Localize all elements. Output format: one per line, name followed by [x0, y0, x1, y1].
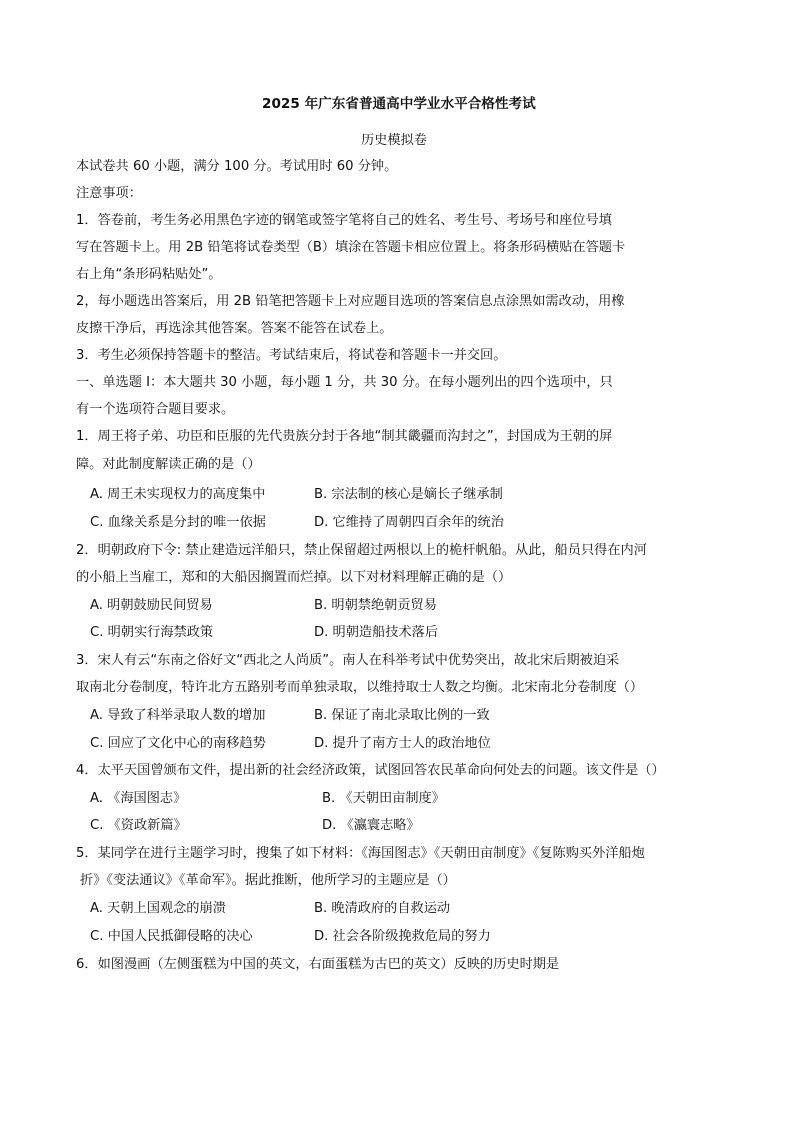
question-2-stem-line-2: 的小船上当雇工，郑和的大船因搁置而烂掉。以下对材料理解正确的是（）	[76, 570, 512, 585]
question-3-option-d[interactable]: D. 提升了南方士人的政治地位	[314, 736, 491, 751]
question-5-option-a[interactable]: A. 天朝上国观念的崩溃	[90, 901, 226, 916]
section-heading-line-1: 一、单选题 I：本大题共 30 小题，每小题 1 分，共 30 分。在每小题列出的四个选项中，只	[76, 375, 613, 390]
notice-1-line-1: 1．答卷前，考生务必用黑色字迹的钢笔或签字笔将自己的姓名、考生号、考场号和座位号填	[76, 213, 612, 228]
question-1-option-c[interactable]: C. 血缘关系是分封的唯一依据	[90, 515, 266, 530]
question-4-option-a[interactable]: A. 《海国图志》	[90, 791, 187, 806]
question-5-stem-line-1: 5．某同学在进行主题学习时，搜集了如下材料：《海国图志》《天朝田亩制度》《复陈购买外洋船炮	[76, 846, 645, 861]
question-2-option-c[interactable]: C. 明朝实行海禁政策	[90, 625, 214, 640]
question-4-stem-line-1: 4．太平天国曾颁布文件，提出新的社会经济政策，试图回答农民革命向何处去的问题。该文件是（）	[76, 763, 665, 778]
question-2-option-d[interactable]: D. 明朝造船技术落后	[314, 625, 439, 640]
question-4-option-d[interactable]: D. 《瀛寰志略》	[322, 818, 420, 833]
question-5-option-d[interactable]: D. 社会各阶级挽救危局的努力	[314, 929, 491, 944]
question-1-option-d[interactable]: D. 它维持了周朝四百余年的统治	[314, 515, 504, 530]
exam-info: 本试卷共 60 小题，满分 100 分。考试用时 60 分钟。	[76, 159, 398, 174]
notice-1-line-2: 写在答题卡上。用 2B 铅笔将试卷类型（B）填涂在答题卡相应位置上。将条形码横贴在答题卡	[76, 240, 626, 255]
question-5-option-c[interactable]: C. 中国人民抵御侵略的决心	[90, 929, 253, 944]
question-6-stem-line-1: 6．如图漫画（左侧蛋糕为中国的英文，右面蛋糕为古巴的英文）反映的历史时期是	[76, 957, 560, 972]
question-3-option-c[interactable]: C. 回应了文化中心的南移趋势	[90, 736, 266, 751]
question-1-stem-line-2: 障。对此制度解读正确的是（）	[76, 457, 261, 472]
question-2-option-b[interactable]: B. 明朝禁绝朝贡贸易	[314, 598, 437, 613]
question-1-stem-line-1: 1．周王将子弟、功臣和臣服的先代贵族分封于各地“制其畿疆而沟封之”，封国成为王朝的屏	[76, 429, 613, 444]
question-5-option-b[interactable]: B. 晚清政府的自救运动	[314, 901, 451, 916]
question-3-stem-line-2: 取南北分卷制度，特许北方五路别考而单独录取，以维持取士人数之均衡。北宋南北分卷制度（）	[76, 680, 644, 695]
question-3-option-b[interactable]: B. 保证了南北录取比例的一致	[314, 708, 490, 723]
question-2-option-a[interactable]: A. 明朝鼓励民间贸易	[90, 598, 213, 613]
question-4-option-c[interactable]: C. 《资政新篇》	[90, 818, 187, 833]
question-3-stem-line-1: 3．宋人有云“东南之俗好文“西北之人尚质”。南人在科举考试中优势突出，故北宋后期被迫采	[76, 653, 620, 668]
question-3-option-a[interactable]: A. 导致了科举录取人数的增加	[90, 708, 266, 723]
question-1-option-a[interactable]: A. 周王未实现权力的高度集中	[90, 487, 266, 502]
notice-3: 3．考生必须保持答题卡的整洁。考试结束后，将试卷和答题卡一并交回。	[76, 348, 507, 363]
question-1-option-b[interactable]: B. 宗法制的核心是嫡长子继承制	[314, 487, 503, 502]
exam-title: 2025 年广东省普通高中学业水平合格性考试	[262, 96, 536, 112]
notice-label: 注意事项：	[76, 186, 142, 201]
notice-2-line-2: 皮擦干净后，再选涂其他答案。答案不能答在试卷上。	[76, 321, 393, 336]
section-heading-line-2: 有一个选项符合题目要求。	[76, 402, 235, 417]
question-4-option-b[interactable]: B. 《天朝田亩制度》	[322, 791, 445, 806]
question-5-stem-line-2: 折》《变法通议》《革命军》。据此推断，他所学习的主题应是（）	[80, 873, 456, 888]
question-2-stem-line-1: 2．明朝政府下令: 禁止建造远洋船只，禁止保留超过两根以上的桅杆帆船。从此，船员只得在内河	[76, 543, 647, 558]
exam-subtitle: 历史模拟卷	[361, 133, 427, 148]
notice-2-line-1: 2，每小题选出答案后，用 2B 铅笔把答题卡上对应题目选项的答案信息点涂黑如需改动，用橡	[76, 294, 625, 309]
notice-1-line-3: 右上角“条形码粘贴处”。	[76, 267, 222, 282]
